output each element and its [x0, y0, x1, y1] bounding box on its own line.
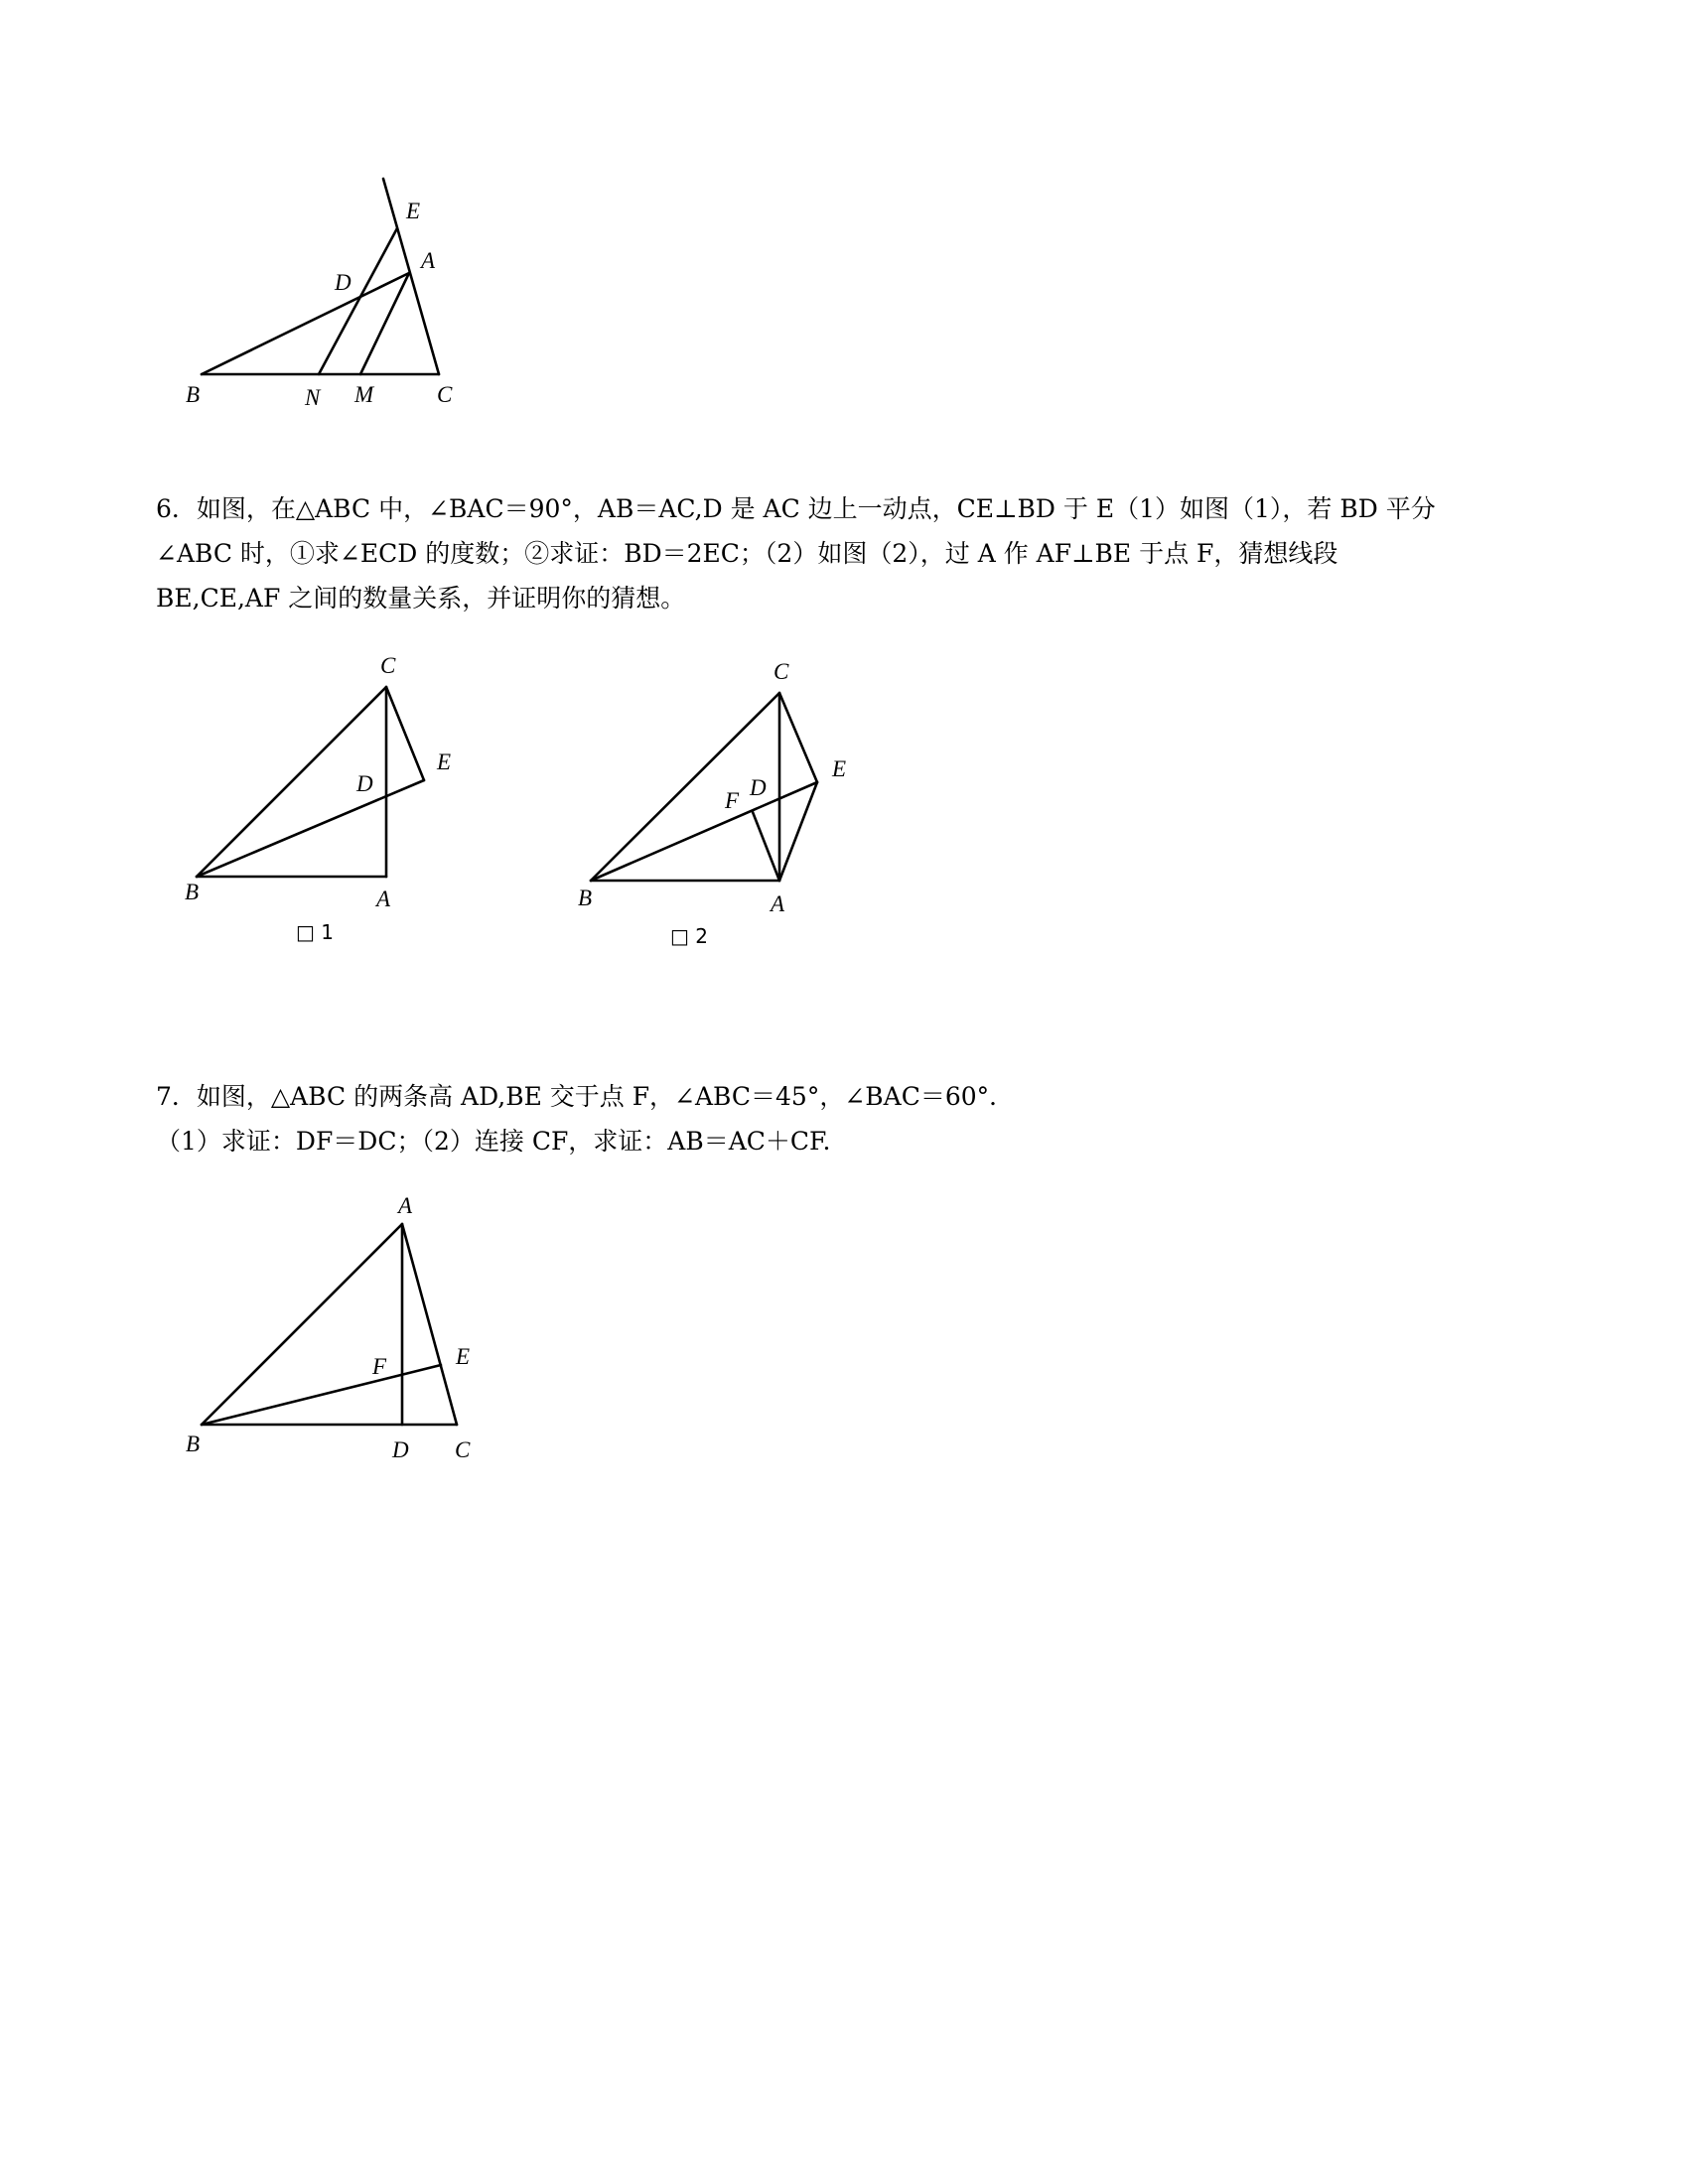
- label-c: C: [380, 653, 396, 678]
- problem-6-text: [156, 486, 1536, 620]
- label-m: M: [354, 382, 374, 407]
- problem-6-line-2: ∠ABC 时，①求∠ECD 的度数；②求证：BD＝2EC；（2）如图（2），过 A 作 AF⊥BE 于点 F，猜想线段: [156, 539, 1338, 568]
- figure-6a: [185, 653, 451, 944]
- label-c: C: [437, 382, 453, 407]
- segment-ce: [386, 687, 424, 780]
- label-b: B: [578, 886, 593, 910]
- problem-7-text: [156, 1074, 1536, 1163]
- segment-ma: [360, 273, 409, 374]
- problem-7-line-1: 7．如图，△ABC 的两条高 AD,BE 交于点 F，∠ABC＝45°，∠BAC＝60°．: [156, 1082, 1015, 1111]
- segment-ne: [319, 228, 397, 374]
- label-c: C: [455, 1437, 471, 1462]
- figure-1: [186, 179, 453, 410]
- label-a: A: [421, 248, 436, 273]
- label-f: F: [725, 788, 740, 813]
- figure-6b: [578, 659, 846, 948]
- label-e: E: [406, 199, 421, 223]
- segment-ac: [402, 1224, 457, 1425]
- label-e: E: [456, 1344, 471, 1369]
- label-a: A: [771, 891, 785, 916]
- segment-ba: [202, 273, 409, 374]
- label-c: C: [774, 659, 789, 684]
- label-b: B: [186, 1432, 201, 1456]
- figure-7: [186, 1193, 471, 1462]
- problem-6-line-3: BE,CE,AF 之间的数量关系，并证明你的猜想。: [156, 584, 686, 613]
- figure-caption: □ 1: [296, 920, 334, 944]
- figure-caption: □ 2: [670, 924, 708, 948]
- problem-7-line-2: （1）求证：DF＝DC；（2）连接 CF，求证：AB＝AC＋CF.: [156, 1127, 831, 1156]
- segment-ce: [779, 693, 817, 782]
- label-b: B: [186, 382, 201, 407]
- label-d: D: [392, 1437, 409, 1462]
- problem-6-line-1: 6．如图，在△ABC 中，∠BAC＝90°，AB＝AC,D 是 AC 边上一动点，CE⊥BD 于 E（1）如图（1），若 BD 平分: [156, 494, 1436, 523]
- segment-be: [197, 780, 424, 877]
- label-d: D: [750, 775, 767, 800]
- label-e: E: [832, 756, 847, 781]
- label-d: D: [335, 270, 352, 295]
- label-e: E: [437, 750, 452, 774]
- label-d: D: [356, 771, 373, 796]
- label-f: F: [372, 1354, 387, 1379]
- segment-be: [202, 1365, 441, 1425]
- segment-af: [753, 812, 779, 881]
- label-a: A: [376, 887, 391, 911]
- label-n: N: [305, 385, 321, 410]
- label-b: B: [185, 880, 200, 904]
- segment-ba: [202, 1224, 402, 1425]
- segment-be: [591, 782, 817, 881]
- label-a: A: [398, 1193, 413, 1218]
